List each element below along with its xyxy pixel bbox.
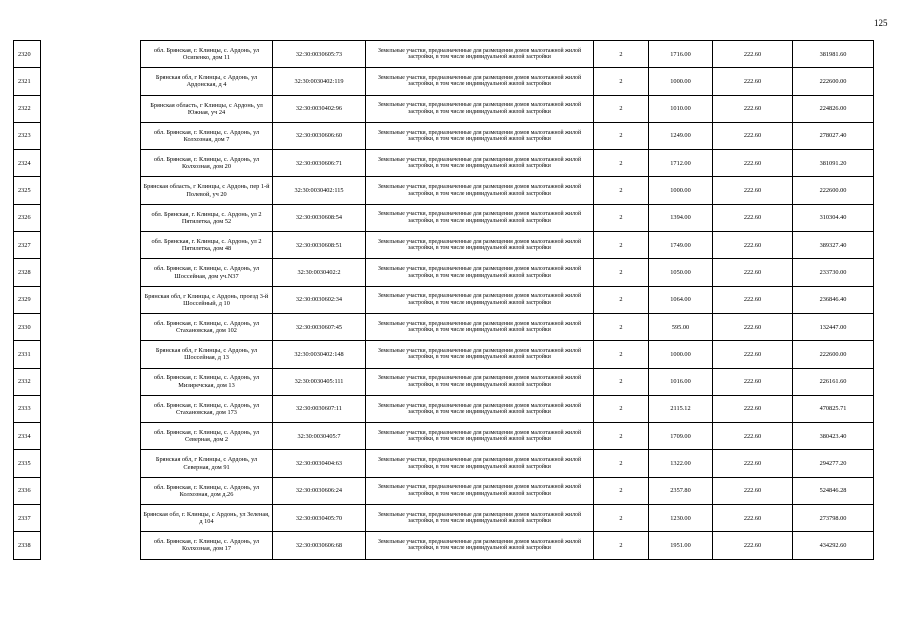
land-use-cell: Земельные участки, предназначенные для размещения домов малоэтажной жилой застройки, в том числе индивидуальной жилой застройки bbox=[366, 286, 594, 313]
address-cell: обл. Брянская, г. Клинцы, с. Ардонь, ул 2 Пятилетка, дом 48 bbox=[141, 232, 273, 259]
area-cell: 1709.00 bbox=[649, 423, 713, 450]
spacer-cell bbox=[41, 477, 141, 504]
group-cell: 2 bbox=[594, 259, 649, 286]
cadastral-number-cell: 32:30:0030606:24 bbox=[273, 477, 366, 504]
cadastral-value-cell: 310304.40 bbox=[793, 204, 874, 231]
address-cell: обл. Брянская, г. Клинцы, с. Ардонь, ул Колхозная, дом 17 bbox=[141, 532, 273, 559]
land-use-cell: Земельные участки, предназначенные для размещения домов малоэтажной жилой застройки, в том числе индивидуальной жилой застройки bbox=[366, 232, 594, 259]
group-cell: 2 bbox=[594, 68, 649, 95]
land-use-cell: Земельные участки, предназначенные для размещения домов малоэтажной жилой застройки, в том числе индивидуальной жилой застройки bbox=[366, 259, 594, 286]
land-use-cell: Земельные участки, предназначенные для размещения домов малоэтажной жилой застройки, в том числе индивидуальной жилой застройки bbox=[366, 204, 594, 231]
address-cell: обл. Брянская, г. Клинцы, с. Ардонь, ул Северная, дом 2 bbox=[141, 423, 273, 450]
cadastral-value-cell: 294277.20 bbox=[793, 450, 874, 477]
cadastral-number-cell: 32:30:0030607:45 bbox=[273, 313, 366, 340]
cadastral-number-cell: 32:30:0030402:119 bbox=[273, 68, 366, 95]
table-row bbox=[14, 286, 874, 313]
rate-cell: 222.60 bbox=[713, 450, 793, 477]
land-use-cell: Земельные участки, предназначенные для размещения домов малоэтажной жилой застройки, в том числе индивидуальной жилой застройки bbox=[366, 150, 594, 177]
spacer-cell bbox=[41, 423, 141, 450]
rate-cell: 222.60 bbox=[713, 150, 793, 177]
area-cell: 1000.00 bbox=[649, 68, 713, 95]
spacer-cell bbox=[41, 450, 141, 477]
spacer-cell bbox=[41, 313, 141, 340]
row-number: 2327 bbox=[14, 232, 41, 259]
cadastral-number-cell: 32:30:0030606:68 bbox=[273, 532, 366, 559]
cadastral-number-cell: 32:30:0030608:51 bbox=[273, 232, 366, 259]
land-use-cell: Земельные участки, предназначенные для размещения домов малоэтажной жилой застройки, в том числе индивидуальной жилой застройки bbox=[366, 41, 594, 68]
cadastral-number-cell: 32:30:0030608:54 bbox=[273, 204, 366, 231]
group-cell: 2 bbox=[594, 450, 649, 477]
row-number: 2321 bbox=[14, 68, 41, 95]
area-cell: 1010.00 bbox=[649, 95, 713, 122]
land-use-cell: Земельные участки, предназначенные для размещения домов малоэтажной жилой застройки, в том числе индивидуальной жилой застройки bbox=[366, 313, 594, 340]
address-cell: обл. Брянская, г. Клинцы, с. Ардонь, ул Стахановская, дом 173 bbox=[141, 395, 273, 422]
rate-cell: 222.60 bbox=[713, 313, 793, 340]
land-use-cell: Земельные участки, предназначенные для размещения домов малоэтажной жилой застройки, в том числе индивидуальной жилой застройки bbox=[366, 341, 594, 368]
cadastral-value-cell: 132447.00 bbox=[793, 313, 874, 340]
cadastral-number-cell: 32:30:0030405:70 bbox=[273, 505, 366, 532]
row-number: 2334 bbox=[14, 423, 41, 450]
rate-cell: 222.60 bbox=[713, 532, 793, 559]
group-cell: 2 bbox=[594, 313, 649, 340]
table-row bbox=[14, 313, 874, 340]
area-cell: 595.00 bbox=[649, 313, 713, 340]
row-number: 2325 bbox=[14, 177, 41, 204]
table-row bbox=[14, 150, 874, 177]
rate-cell: 222.60 bbox=[713, 423, 793, 450]
cadastral-value-cell: 380423.40 bbox=[793, 423, 874, 450]
row-number: 2338 bbox=[14, 532, 41, 559]
row-number: 2320 bbox=[14, 41, 41, 68]
spacer-cell bbox=[41, 68, 141, 95]
land-use-cell: Земельные участки, предназначенные для размещения домов малоэтажной жилой застройки, в том числе индивидуальной жилой застройки bbox=[366, 395, 594, 422]
cadastral-number-cell: 32:30:0030405:111 bbox=[273, 368, 366, 395]
spacer-cell bbox=[41, 122, 141, 149]
address-cell: обл. Брянская, г. Клинцы, с. Ардонь, ул 2 Пятилетка, дом 52 bbox=[141, 204, 273, 231]
land-use-cell: Земельные участки, предназначенные для размещения домов малоэтажной жилой застройки, в том числе индивидуальной жилой застройки bbox=[366, 368, 594, 395]
table-row bbox=[14, 177, 874, 204]
address-cell: Брянская обл, г Клинцы, с Ардонь, проезд 3-й Шоссейный, д 10 bbox=[141, 286, 273, 313]
area-cell: 1249.00 bbox=[649, 122, 713, 149]
spacer-cell bbox=[41, 150, 141, 177]
table-row bbox=[14, 505, 874, 532]
cadastral-value-cell: 236846.40 bbox=[793, 286, 874, 313]
table-row bbox=[14, 532, 874, 559]
table-row bbox=[14, 41, 874, 68]
row-number: 2326 bbox=[14, 204, 41, 231]
table-row bbox=[14, 95, 874, 122]
table-row bbox=[14, 450, 874, 477]
spacer-cell bbox=[41, 505, 141, 532]
land-use-cell: Земельные участки, предназначенные для размещения домов малоэтажной жилой застройки, в том числе индивидуальной жилой застройки bbox=[366, 477, 594, 504]
land-use-cell: Земельные участки, предназначенные для размещения домов малоэтажной жилой застройки, в том числе индивидуальной жилой застройки bbox=[366, 450, 594, 477]
cadastral-value-cell: 524846.28 bbox=[793, 477, 874, 504]
rate-cell: 222.60 bbox=[713, 122, 793, 149]
land-use-cell: Земельные участки, предназначенные для размещения домов малоэтажной жилой застройки, в том числе индивидуальной жилой застройки bbox=[366, 95, 594, 122]
spacer-cell bbox=[41, 204, 141, 231]
group-cell: 2 bbox=[594, 177, 649, 204]
land-parcels-table bbox=[13, 40, 874, 560]
spacer-cell bbox=[41, 177, 141, 204]
address-cell: обл. Брянская, г. Клинцы, с. Ардонь, ул Осипенко, дом 11 bbox=[141, 41, 273, 68]
row-number: 2329 bbox=[14, 286, 41, 313]
group-cell: 2 bbox=[594, 395, 649, 422]
rate-cell: 222.60 bbox=[713, 41, 793, 68]
address-cell: обл. Брянская, г. Клинцы, с. Ардонь, ул Стахановская, дом 102 bbox=[141, 313, 273, 340]
land-use-cell: Земельные участки, предназначенные для размещения домов малоэтажной жилой застройки, в том числе индивидуальной жилой застройки bbox=[366, 122, 594, 149]
row-number: 2324 bbox=[14, 150, 41, 177]
group-cell: 2 bbox=[594, 505, 649, 532]
land-use-cell: Земельные участки, предназначенные для размещения домов малоэтажной жилой застройки, в том числе индивидуальной жилой застройки bbox=[366, 505, 594, 532]
rate-cell: 222.60 bbox=[713, 395, 793, 422]
address-cell: обл. Брянская, г. Клинцы, с. Ардонь, ул Колхозная, дом 20 bbox=[141, 150, 273, 177]
area-cell: 1749.00 bbox=[649, 232, 713, 259]
address-cell: Брянская область, г Клинцы, с Ардонь, пер 1-й Полевой, уч 20 bbox=[141, 177, 273, 204]
group-cell: 2 bbox=[594, 41, 649, 68]
area-cell: 1064.00 bbox=[649, 286, 713, 313]
address-cell: Брянская обл, г Клинцы, с Ардонь, ул Северная, дом 91 bbox=[141, 450, 273, 477]
area-cell: 1016.00 bbox=[649, 368, 713, 395]
spacer-cell bbox=[41, 395, 141, 422]
rate-cell: 222.60 bbox=[713, 68, 793, 95]
rate-cell: 222.60 bbox=[713, 286, 793, 313]
group-cell: 2 bbox=[594, 150, 649, 177]
land-use-cell: Земельные участки, предназначенные для размещения домов малоэтажной жилой застройки, в том числе индивидуальной жилой застройки bbox=[366, 532, 594, 559]
cadastral-number-cell: 32:30:0030607:11 bbox=[273, 395, 366, 422]
table-row bbox=[14, 423, 874, 450]
table-row bbox=[14, 259, 874, 286]
land-use-cell: Земельные участки, предназначенные для размещения домов малоэтажной жилой застройки, в том числе индивидуальной жилой застройки bbox=[366, 68, 594, 95]
group-cell: 2 bbox=[594, 232, 649, 259]
table-body bbox=[14, 41, 874, 560]
cadastral-number-cell: 32:30:0030402:115 bbox=[273, 177, 366, 204]
area-cell: 1000.00 bbox=[649, 177, 713, 204]
cadastral-number-cell: 32:30:0030404:63 bbox=[273, 450, 366, 477]
address-cell: Брянская обл, г Клинцы, с Ардонь, ул Ардонская, д 4 bbox=[141, 68, 273, 95]
area-cell: 1951.00 bbox=[649, 532, 713, 559]
cadastral-value-cell: 222600.00 bbox=[793, 177, 874, 204]
rate-cell: 222.60 bbox=[713, 177, 793, 204]
group-cell: 2 bbox=[594, 477, 649, 504]
table-row bbox=[14, 232, 874, 259]
area-cell: 1050.00 bbox=[649, 259, 713, 286]
cadastral-number-cell: 32:30:0030402:148 bbox=[273, 341, 366, 368]
land-use-cell: Земельные участки, предназначенные для размещения домов малоэтажной жилой застройки, в том числе индивидуальной жилой застройки bbox=[366, 177, 594, 204]
cadastral-number-cell: 32:30:0030606:71 bbox=[273, 150, 366, 177]
group-cell: 2 bbox=[594, 423, 649, 450]
row-number: 2330 bbox=[14, 313, 41, 340]
page-number: 125 bbox=[874, 18, 888, 28]
area-cell: 1230.00 bbox=[649, 505, 713, 532]
address-cell: Брянская обл, г. Клинцы, с Ардонь, ул Зеленая, д 104 bbox=[141, 505, 273, 532]
cadastral-value-cell: 434292.60 bbox=[793, 532, 874, 559]
area-cell: 1000.00 bbox=[649, 341, 713, 368]
rate-cell: 222.60 bbox=[713, 232, 793, 259]
cadastral-number-cell: 32:30:0030402:96 bbox=[273, 95, 366, 122]
address-cell: обл. Брянская, г. Клинцы, с. Ардонь, ул Мизиречская, дом 13 bbox=[141, 368, 273, 395]
cadastral-number-cell: 32:30:0030405:7 bbox=[273, 423, 366, 450]
address-cell: Брянская обл, г Клинцы, с Ардонь, ул Шоссейная, д 13 bbox=[141, 341, 273, 368]
address-cell: обл. Брянская, г. Клинцы, с. Ардонь, ул Колхозная, дом д.26 bbox=[141, 477, 273, 504]
cadastral-number-cell: 32:30:0030602:34 bbox=[273, 286, 366, 313]
spacer-cell bbox=[41, 259, 141, 286]
area-cell: 1716.00 bbox=[649, 41, 713, 68]
land-use-cell: Земельные участки, предназначенные для размещения домов малоэтажной жилой застройки, в том числе индивидуальной жилой застройки bbox=[366, 423, 594, 450]
rate-cell: 222.60 bbox=[713, 259, 793, 286]
area-cell: 1394.00 bbox=[649, 204, 713, 231]
row-number: 2332 bbox=[14, 368, 41, 395]
spacer-cell bbox=[41, 41, 141, 68]
spacer-cell bbox=[41, 286, 141, 313]
row-number: 2333 bbox=[14, 395, 41, 422]
area-cell: 1712.00 bbox=[649, 150, 713, 177]
spacer-cell bbox=[41, 232, 141, 259]
group-cell: 2 bbox=[594, 122, 649, 149]
spacer-cell bbox=[41, 95, 141, 122]
rate-cell: 222.60 bbox=[713, 341, 793, 368]
table-row bbox=[14, 477, 874, 504]
cadastral-value-cell: 273798.00 bbox=[793, 505, 874, 532]
spacer-cell bbox=[41, 341, 141, 368]
address-cell: Брянская область, г Клинцы, с Ардонь, ул Южная, уч 24 bbox=[141, 95, 273, 122]
rate-cell: 222.60 bbox=[713, 368, 793, 395]
cadastral-value-cell: 278027.40 bbox=[793, 122, 874, 149]
table-row bbox=[14, 368, 874, 395]
row-number: 2336 bbox=[14, 477, 41, 504]
group-cell: 2 bbox=[594, 368, 649, 395]
area-cell: 2115.12 bbox=[649, 395, 713, 422]
table-row bbox=[14, 341, 874, 368]
table-row bbox=[14, 204, 874, 231]
group-cell: 2 bbox=[594, 532, 649, 559]
cadastral-value-cell: 224826.00 bbox=[793, 95, 874, 122]
address-cell: обл. Брянская, г. Клинцы, с. Ардонь, ул Шоссейная, дом уч.N37 bbox=[141, 259, 273, 286]
group-cell: 2 bbox=[594, 341, 649, 368]
row-number: 2322 bbox=[14, 95, 41, 122]
cadastral-value-cell: 222600.00 bbox=[793, 341, 874, 368]
rate-cell: 222.60 bbox=[713, 95, 793, 122]
row-number: 2323 bbox=[14, 122, 41, 149]
cadastral-value-cell: 226161.60 bbox=[793, 368, 874, 395]
table-row bbox=[14, 395, 874, 422]
area-cell: 1322.00 bbox=[649, 450, 713, 477]
row-number: 2335 bbox=[14, 450, 41, 477]
cadastral-value-cell: 222600.00 bbox=[793, 68, 874, 95]
cadastral-number-cell: 32:30:0030606:60 bbox=[273, 122, 366, 149]
cadastral-value-cell: 389327.40 bbox=[793, 232, 874, 259]
spacer-cell bbox=[41, 368, 141, 395]
address-cell: обл. Брянская, г. Клинцы, с. Ардонь, ул Колхозная, дом 7 bbox=[141, 122, 273, 149]
group-cell: 2 bbox=[594, 204, 649, 231]
rate-cell: 222.60 bbox=[713, 505, 793, 532]
row-number: 2328 bbox=[14, 259, 41, 286]
area-cell: 2357.80 bbox=[649, 477, 713, 504]
cadastral-value-cell: 381981.60 bbox=[793, 41, 874, 68]
table-row bbox=[14, 68, 874, 95]
cadastral-value-cell: 470825.71 bbox=[793, 395, 874, 422]
row-number: 2331 bbox=[14, 341, 41, 368]
row-number: 2337 bbox=[14, 505, 41, 532]
spacer-cell bbox=[41, 532, 141, 559]
cadastral-number-cell: 32:30:0030402:2 bbox=[273, 259, 366, 286]
cadastral-number-cell: 32:30:0030605:73 bbox=[273, 41, 366, 68]
table-row bbox=[14, 122, 874, 149]
group-cell: 2 bbox=[594, 286, 649, 313]
cadastral-value-cell: 381091.20 bbox=[793, 150, 874, 177]
rate-cell: 222.60 bbox=[713, 477, 793, 504]
rate-cell: 222.60 bbox=[713, 204, 793, 231]
group-cell: 2 bbox=[594, 95, 649, 122]
cadastral-value-cell: 233730.00 bbox=[793, 259, 874, 286]
